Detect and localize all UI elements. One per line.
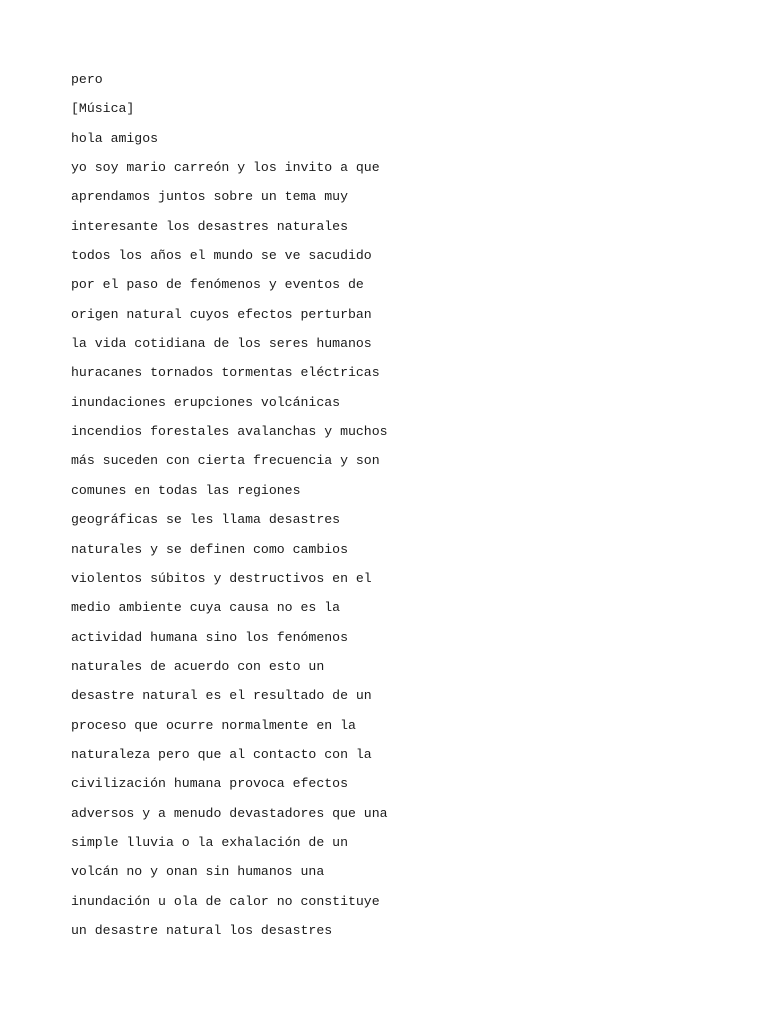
transcript-line: civilización humana provoca efectos (71, 776, 348, 792)
transcript-line: simple lluvia o la exhalación de un (71, 834, 348, 850)
transcript-line: adversos y a menudo devastadores que una (71, 805, 388, 821)
transcript-line: un desastre natural los desastres (71, 922, 333, 938)
transcript-line: aprendamos juntos sobre un tema muy (71, 189, 348, 205)
transcript-line: naturales de acuerdo con esto un (71, 658, 325, 674)
transcript-line: yo soy mario carreón y los invito a que (71, 160, 380, 176)
transcript-line: incendios forestales avalanchas y muchos (71, 424, 388, 440)
transcript-line: desastre natural es el resultado de un (71, 688, 372, 704)
transcript-line: actividad humana sino los fenómenos (71, 629, 348, 645)
transcript-line: naturaleza pero que al contacto con la (71, 746, 372, 762)
transcript-line: naturales y se definen como cambios (71, 541, 348, 557)
transcript-line: proceso que ocurre normalmente en la (71, 717, 356, 733)
transcript-line: la vida cotidiana de los seres humanos (71, 336, 372, 352)
transcript-line: hola amigos (71, 130, 159, 146)
transcript-line: pero (71, 72, 103, 87)
transcript-line: por el paso de fenómenos y eventos de (71, 277, 364, 293)
transcript-line: interesante los desastres naturales (71, 218, 348, 234)
transcript-line: volcán no y onan sin humanos una (71, 864, 325, 880)
transcript-text (71, 70, 388, 950)
transcript-line: [Música] (71, 101, 135, 117)
transcript-line: inundación u ola de calor no constituye (71, 893, 380, 909)
transcript-line: huracanes tornados tormentas eléctricas (71, 365, 380, 381)
transcript-line: más suceden con cierta frecuencia y son (71, 453, 380, 469)
transcript-line: violentos súbitos y destructivos en el (71, 570, 372, 586)
transcript-line: origen natural cuyos efectos perturban (71, 306, 372, 322)
transcript-line: todos los años el mundo se ve sacudido (71, 248, 372, 264)
transcript-line: geográficas se les llama desastres (71, 512, 341, 528)
transcript-line: medio ambiente cuya causa no es la (71, 600, 341, 616)
transcript-line: inundaciones erupciones volcánicas (71, 394, 341, 410)
transcript-line: comunes en todas las regiones (71, 482, 301, 498)
